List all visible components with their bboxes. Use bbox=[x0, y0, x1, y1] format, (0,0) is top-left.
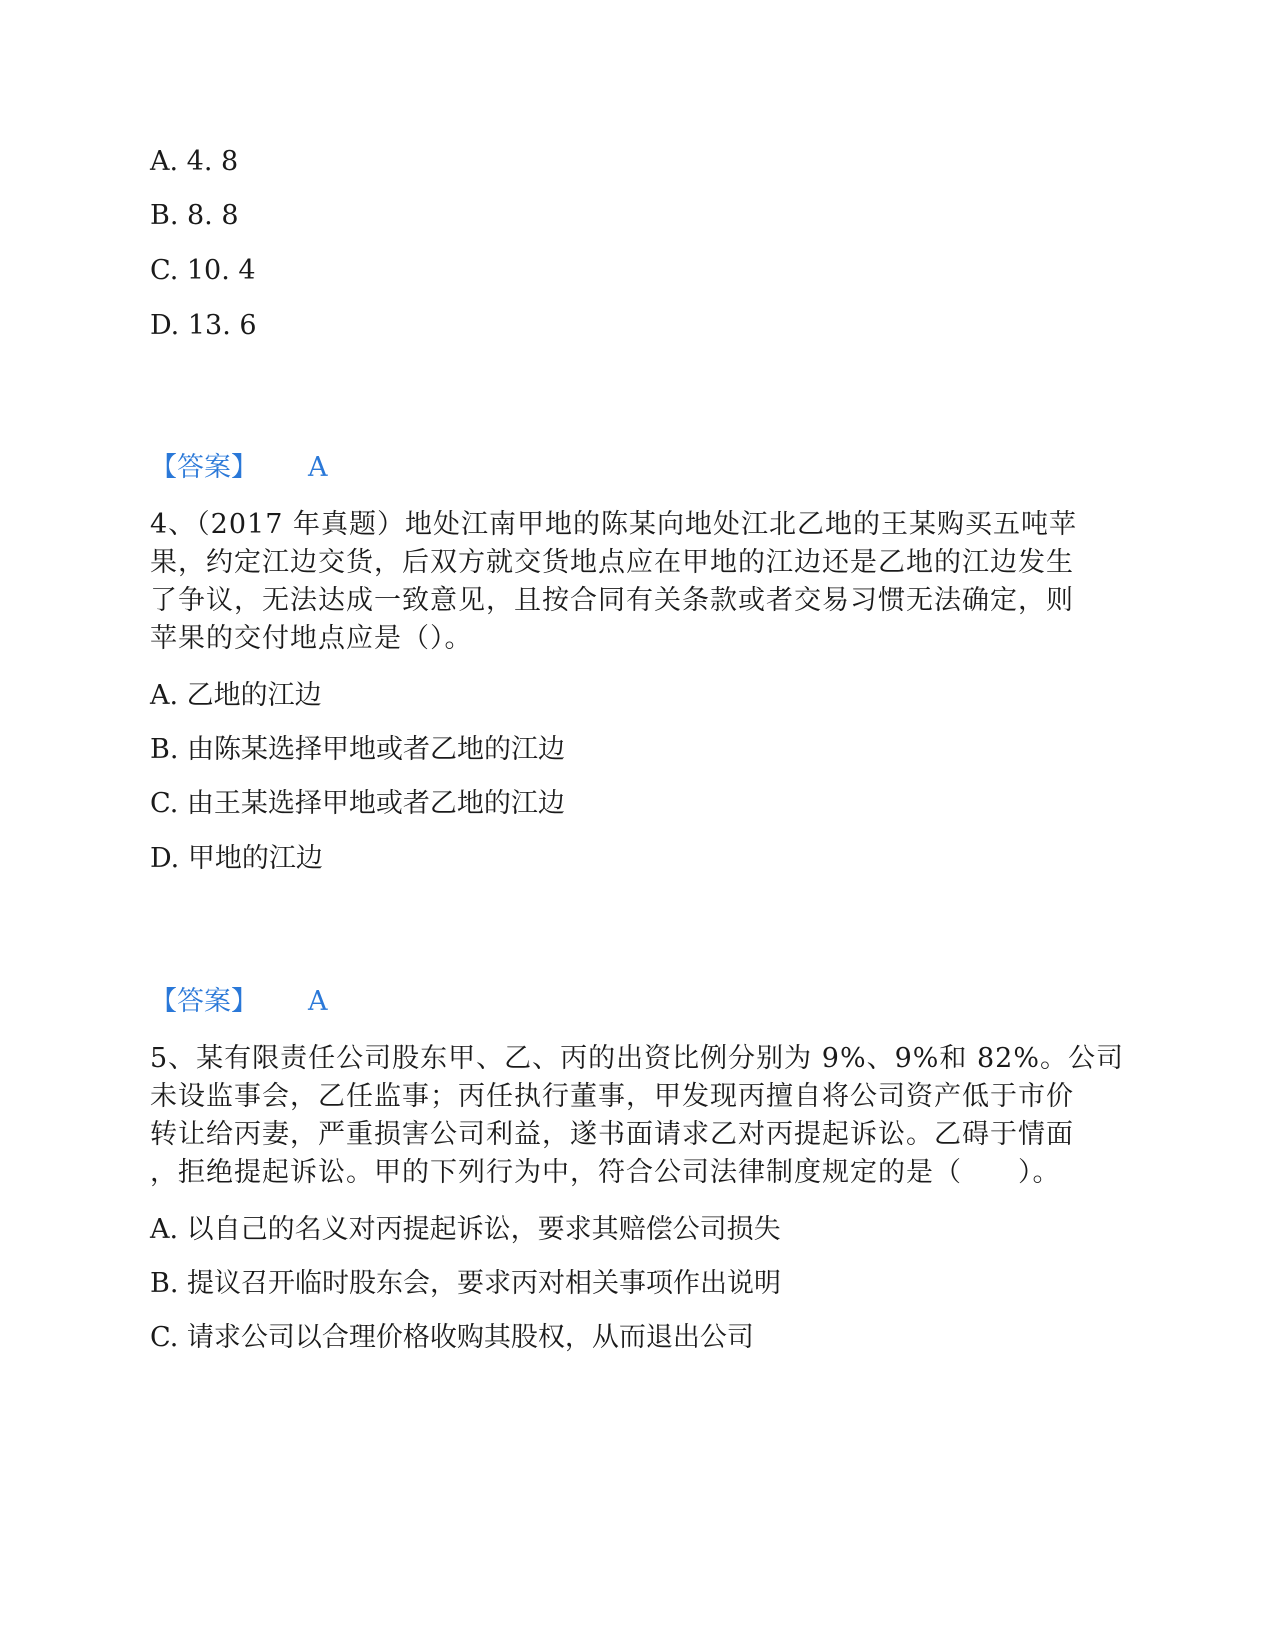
prev-option-d: D. 13. 6 bbox=[150, 310, 257, 341]
q4-line-4: 苹果的交付地点应是（）。 bbox=[150, 623, 473, 654]
q5-line-3: 转让给丙妻，严重损害公司利益，遂书面请求乙对丙提起诉讼。乙碍于情面 bbox=[150, 1119, 1074, 1150]
answer-block-2 bbox=[150, 983, 328, 1021]
prev-option-b: B. 8. 8 bbox=[150, 200, 239, 231]
q4-option-d: D. 甲地的江边 bbox=[150, 843, 323, 874]
q4-option-b: B. 由陈某选择甲地或者乙地的江边 bbox=[150, 734, 566, 765]
q5-line-4: ，拒绝提起诉讼。甲的下列行为中，符合公司法律制度规定的是（ ）。 bbox=[150, 1157, 1061, 1188]
q5-line-2: 未设监事会，乙任监事；丙任执行董事，甲发现丙擅自将公司资产低于市价 bbox=[150, 1081, 1074, 1112]
q4-option-a: A. 乙地的江边 bbox=[150, 680, 322, 711]
answer-label: 【答案】 bbox=[150, 452, 258, 483]
answer-value: A bbox=[308, 452, 328, 483]
prev-option-a: A. 4. 8 bbox=[150, 146, 239, 177]
q4-line-1: 4、（2017 年真题）地处江南甲地的陈某向地处江北乙地的王某购买五吨苹 bbox=[150, 509, 1077, 540]
q4-line-3: 了争议，无法达成一致意见，且按合同有关条款或者交易习惯无法确定，则 bbox=[150, 585, 1074, 616]
q5-line-1: 5、某有限责任公司股东甲、乙、丙的出资比例分别为 9%、9%和 82%。公司 bbox=[150, 1043, 1125, 1074]
answer-label: 【答案】 bbox=[150, 986, 258, 1017]
q4-option-c: C. 由王某选择甲地或者乙地的江边 bbox=[150, 788, 565, 819]
q4-line-2: 果，约定江边交货，后双方就交货地点应在甲地的江边还是乙地的江边发生 bbox=[150, 547, 1074, 578]
prev-option-c: C. 10. 4 bbox=[150, 255, 256, 286]
q5-option-c: C. 请求公司以合理价格收购其股权，从而退出公司 bbox=[150, 1322, 754, 1353]
q5-option-b: B. 提议召开临时股东会，要求丙对相关事项作出说明 bbox=[150, 1268, 782, 1299]
answer-value: A bbox=[308, 986, 328, 1017]
answer-block-1 bbox=[150, 449, 328, 487]
q5-option-a: A. 以自己的名义对丙提起诉讼，要求其赔偿公司损失 bbox=[150, 1214, 781, 1245]
